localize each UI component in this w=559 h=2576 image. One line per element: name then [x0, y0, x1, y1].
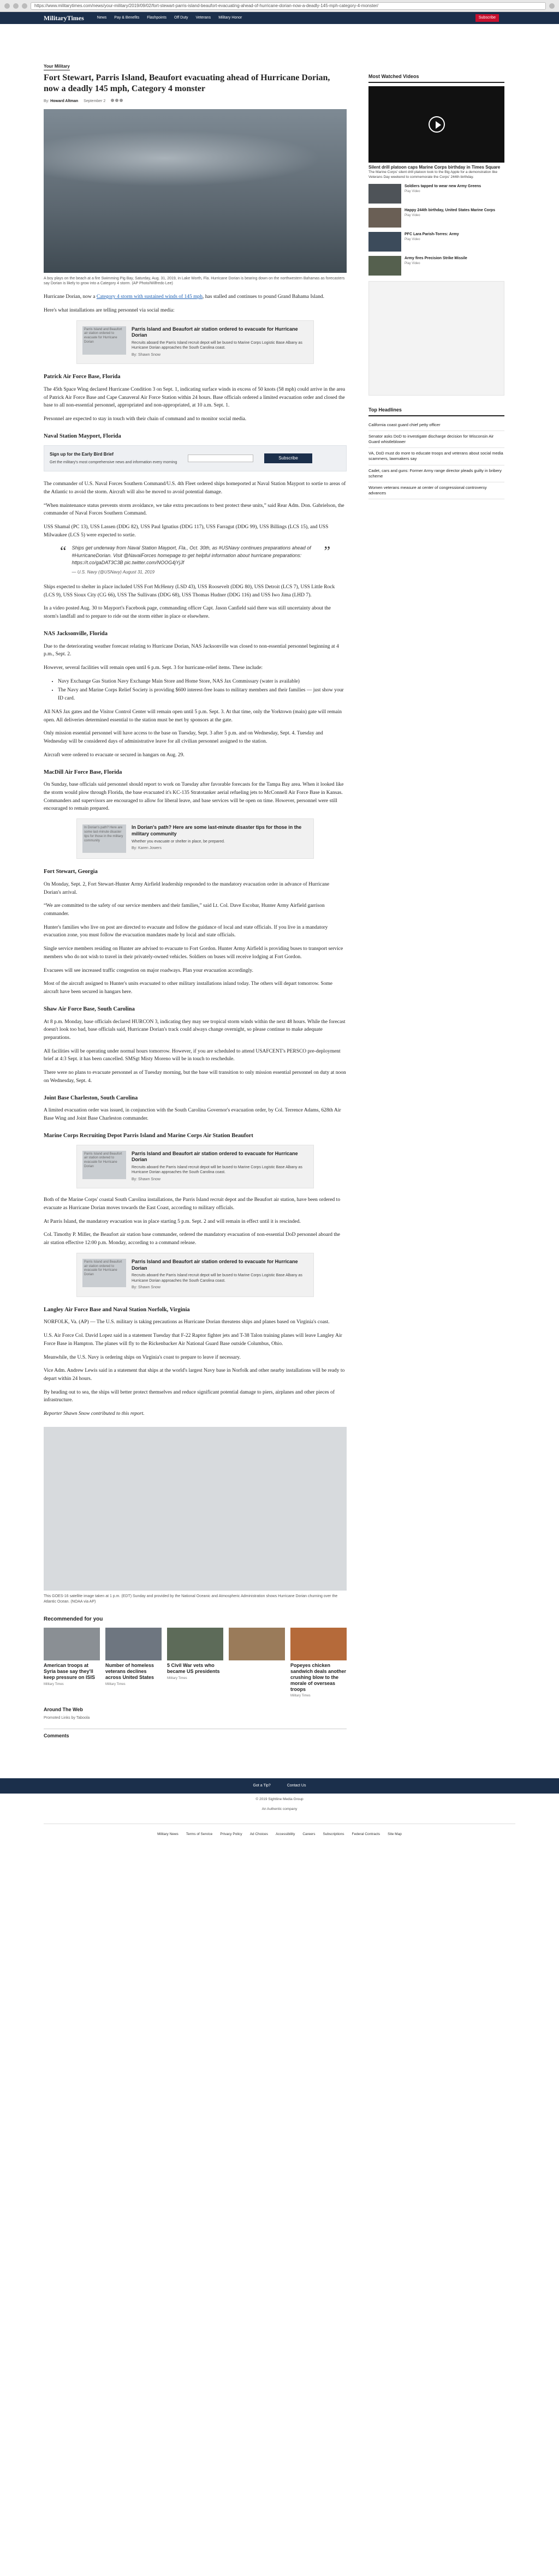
facebook-icon [111, 99, 114, 102]
quote-open-icon: “ [60, 543, 67, 560]
paragraph: Evacuees will see increased traffic congestion on major roadways. Plan your evacuation accordingly. [44, 967, 253, 973]
paragraph: Meanwhile, the U.S. Navy is ordering ships on Virginia's coast to prepare to leave if necessary. [44, 1354, 241, 1360]
related-byline: By: Shawn Snow [132, 1177, 160, 1181]
embedded-tweet [60, 545, 330, 576]
nav-military-honor[interactable]: Military Honor [218, 15, 242, 20]
nav-pay-benefits[interactable]: Pay & Benefits [114, 15, 140, 20]
paragraph: Both of the Marine Corps' coastal South Carolina installations, the Parris Island recruit depot and the Beaufort air station, have been ordered to evacuate as Hurricane Dorian moves towards the East Coast, according to military officials. [44, 1197, 341, 1211]
paragraph: At 8 p.m. Monday, base officials declared HURCON 3, indicating they may see tropical storm winds within the next 48 hours. While the forecast doesn't look too bad, base officials said, Hurricane Dorian's track could always change overnight, so please continue to make adequate preparations. [44, 1019, 346, 1041]
sidebar [368, 24, 504, 1773]
author-prefix: By: [44, 99, 50, 103]
footer-link[interactable]: Site Map [388, 1832, 402, 1837]
site-logo[interactable]: MilitaryTimes [44, 14, 84, 22]
related-story-card[interactable] [76, 320, 314, 364]
around-the-web-title: Around The Web [44, 1707, 83, 1713]
recommended-item[interactable]: Number of homeless veterans declines across United States Military Times [105, 1628, 162, 1699]
nav-veterans[interactable]: Veterans [195, 15, 211, 20]
comments-header[interactable]: Comments [44, 1729, 347, 1740]
paragraph: Single service members residing on Hunter are advised to evacuate to Fort Gordon. Hunter Army Airfield is providing buses to transport service members who do not wish to travel in their privately-owned vehicles. Soldiers on buses will receive lodging at Fort Gordon. [44, 946, 343, 960]
footer-link[interactable]: Accessibility [275, 1832, 295, 1837]
hero-caption: A boy plays on the beach at a fire Swimming Pig Bay, Saturday, Aug. 31, 2019, in Lake Worth, Fla. Hurricane Dorian is bearing down on the northwestern Bahamas as forecasters say Dorian is likely to grow into a Category 4 storm. (AP Photo/Wilfredo Lee) [44, 276, 345, 286]
recommended-item[interactable]: 5 Civil War vets who became US presidents Military Times [167, 1628, 223, 1699]
taboola-label[interactable]: Promoted Links by Taboola [44, 1716, 90, 1720]
recommended-thumbnail [167, 1628, 223, 1660]
paragraph: Reporter Shawn Snow contributed to this report. [44, 1411, 145, 1417]
paragraph: Vice Adm. Andrew Lewis said in a statement that ships at the world's largest Navy base in Norfolk and other nearby installations will be ready to depart within 24 hours. [44, 1368, 345, 1382]
related-title[interactable]: Parris Island and Beaufort air station ordered to evacuate for Hurricane Dorian [132, 326, 298, 338]
paragraph: However, several facilities will remain open until 6 p.m. Sept. 3 for hurricane-relief items. These include: [44, 665, 263, 671]
recommended-title: Recommended for you [44, 1616, 103, 1623]
quote-close-icon: ” [324, 543, 330, 560]
hero-image [44, 109, 347, 273]
advertisement[interactable] [368, 281, 504, 396]
paragraph: By heading out to sea, the ships will better protect themselves and reduce significant potential damage to piers, airplanes and other pieces of infrastructure. [44, 1389, 335, 1403]
paragraph: Personnel are expected to stay in touch with their chain of command and to monitor social media. [44, 416, 247, 422]
article-headline: Fort Stewart, Parris Island, Beaufort evacuating ahead of Hurricane Dorian, now a deadly 145 mph, Category 4 monster [44, 73, 330, 93]
menu-icon[interactable] [549, 3, 555, 9]
email-icon [120, 99, 123, 102]
recommended-item[interactable] [229, 1628, 285, 1699]
address-bar[interactable]: https://www.militarytimes.com/news/your-military/2019/09/02/fort-stewart-parris-island-beaufort-evacuating-ahead-of-hurricane-dorian-now-a-deadly-145-mph-category-4-monster/ [31, 2, 546, 10]
footer-link[interactable]: Ad Choices [249, 1832, 268, 1837]
related-byline: By: Shawn Snow [132, 1286, 160, 1290]
paragraph: NORFOLK, Va. (AP) — The U.S. military is taking precautions as Hurricane Dorian threatens ships and planes based on Virginia's coast. [44, 1319, 330, 1325]
main-video-title[interactable]: Silent drill platoon caps Marine Corps birthday in Times Square [368, 164, 501, 170]
section-title: Fort Stewart, Georgia [44, 869, 98, 875]
satellite-caption: This GOES-16 satellite image taken at 1 p.m. (EDT) Sunday and provided by the National Oceanic and Atmospheric Administration shows Hurricane Dorian churning over the Atlantic Ocean. (NOAA via AP) [44, 1594, 338, 1604]
paragraph: U.S. Air Force Col. David Lopez said in a statement Tuesday that F-22 Raptor fighter jets and T-38 Talon training planes will leave Langley Air Force Base in Hampton. The planes will fly to the Rickenbacker Air National Guard Base outside Columbus, Ohio. [44, 1333, 342, 1347]
top-headlines-title: Top Headlines [368, 407, 504, 416]
related-story-card[interactable] [76, 1145, 314, 1189]
paragraph: Only mission essential personnel will have access to the base on Tuesday, Sept. 3 after 5 p.m. and on Wednesday, Sept. 4. Tuesday and Wednesday will be considered days of administrative leave for all civilian personnel assigned to the station. [44, 731, 323, 745]
footer-link[interactable]: Terms of Service [186, 1832, 213, 1837]
section-title: Marine Corps Recruiting Depot Parris Island and Marine Corps Air Station Beaufort [44, 1132, 253, 1139]
recommended-item[interactable]: Popeyes chicken sandwich deals another crushing blow to the morale of overseas troops Military Times [290, 1628, 347, 1699]
headline-link[interactable]: Cadet, cars and guns: Former Army range director pleads guilty in bribery scheme [368, 465, 504, 482]
site-header [0, 12, 559, 24]
video-thumbnail [368, 256, 401, 276]
related-thumbnail: Parris Island and Beaufort air station ordered to evacuate for Hurricane Dorian [82, 326, 126, 355]
paragraph: On Monday, Sept. 2, Fort Stewart-Hunter Army Airfield leadership responded to the mandatory evacuation order in advance of Hurricane Dorian's arrival. [44, 881, 330, 895]
paragraph: The 45th Space Wing declared Hurricane Condition 3 on Sept. 1, indicating surface winds in excess of 50 knots (58 mph) could arrive in the area of Patrick Air Force Base and Cape Canaveral Air Force Station within 24 hours. Base officials ordered a limited evacuation order and closed the base to all non-essential personnel, appropriated and non-appropriated, at 10 a.m. Sept. 1. [44, 387, 346, 409]
paragraph: Col. Timothy P. Miller, the Beaufort air station base commander, ordered the mandatory evacuation of non-essential DoD personnel aboard the air station effective 12:00 p.m. Monday, according to a command release. [44, 1232, 340, 1246]
newsletter-subscribe-button[interactable]: Subscribe [264, 453, 312, 463]
share-icons[interactable] [111, 99, 124, 105]
related-desc: Whether you evacuate or shelter in place, be prepared. [132, 839, 225, 844]
section-title: MacDill Air Force Base, Florida [44, 769, 122, 775]
section-title: Langley Air Force Base and Naval Station Norfolk, Virginia [44, 1306, 190, 1313]
headline-link[interactable]: Senator asks DoD to investigate discharge decision for Wisconsin Air Guard whistleblower [368, 431, 504, 448]
got-a-tip-link[interactable]: Got a Tip? [253, 1783, 271, 1788]
play-icon[interactable] [429, 116, 445, 133]
reload-icon[interactable] [22, 3, 27, 9]
intro-paragraph: Hurricane Dorian, now a Category 4 storm with sustained winds of 145 mph, has stalled and continues to pound Grand Bahama Island. [44, 294, 324, 300]
tweet-text: Ships get underway from Naval Station Mayport, Fla., Oct. 30th, as #USNavy continues preparations ahead of #HurricaneDorian. Visit @NavalForces homepage to get helpful information about hurricane preparations: https://t.co/gaDAT3C3B pic.twitter.com/NOOG4jYjJf [72, 545, 311, 566]
paragraph: Ships expected to shelter in place included USS Fort McHenry (LSD 43), USS Roosevelt (DDG 80), USS Detroit (LCS 7), USS Little Rock (LCS 9), USS Sioux City (CG 66), USS The Sullivans (DDG 68), USS Thomas Hudner (DDG 116) and USS Iwo Jima (LHD 7). [44, 584, 335, 598]
subscribe-button[interactable]: Subscribe [475, 14, 499, 22]
facility-list [58, 678, 347, 703]
recommended-thumbnail [105, 1628, 162, 1660]
footer-link[interactable]: Military News [157, 1832, 179, 1837]
byline [44, 99, 347, 105]
recommended-thumbnail [229, 1628, 285, 1660]
related-thumbnail: In Dorian's path? Here are some last-minute disaster tips for those in the military community [82, 824, 126, 853]
paragraph: “When maintenance status prevents storm avoidance, we take extra precautions to best protect these units,” said Rear Adm. Don. Gabrielson, the commander of Naval Forces Southern Command. [44, 503, 344, 517]
tweet-meta[interactable]: — U.S. Navy (@USNavy) August 31, 2019 [72, 569, 154, 575]
paragraph: At Parris Island, the mandatory evacuation was in place starting 5 p.m. Sept. 2 and will remain in effect until it is rescinded. [44, 1218, 301, 1224]
paragraph: Most of the aircraft assigned to Hunter's units evacuated to other military installations inland today. The others will depart tomorrow. Some aircraft have been secured in hangars here. [44, 981, 333, 995]
page-body [0, 24, 559, 1773]
recommended-section [44, 1615, 347, 1740]
footer-link[interactable]: Federal Contracts [352, 1832, 380, 1837]
video-thumbnail [368, 184, 401, 204]
related-byline: By: Shawn Snow [132, 352, 160, 357]
paragraph: In a video posted Aug. 30 to Mayport's Facebook page, commanding officer Capt. Jason Canfield said there was still uncertainty about the storm's landfall and to prepare to ride out the storm either in place or elsewhere. [44, 606, 331, 620]
nav-off-duty[interactable]: Off Duty [174, 15, 188, 20]
related-title[interactable]: In Dorian's path? Here are some last-minute disaster tips for those in the military community [132, 824, 302, 836]
related-title[interactable]: Parris Island and Beaufort air station ordered to evacuate for Hurricane Dorian [132, 1258, 298, 1271]
section-title: Patrick Air Force Base, Florida [44, 374, 121, 380]
nav-news[interactable]: News [97, 15, 107, 20]
paragraph: There were no plans to evacuate personnel as of Tuesday morning, but the base will transition to only mission essential personnel on duty at noon on Wednesday, Sept. 4. [44, 1070, 346, 1084]
list-item: • Navy Exchange Gas Station Navy Exchange Main Store and Home Store, NAS Jax Commissary (water is available) [58, 678, 347, 686]
paragraph: The commander of U.S. Naval Forces Southern Command/U.S. 4th Fleet ordered ships homeported at Naval Station Mayport to sortie to areas of the Atlantic to avoid the storm. Aircraft will also be moved to avoid potential damage. [44, 481, 346, 495]
footer-link[interactable]: Privacy Policy [220, 1832, 242, 1837]
article [44, 24, 347, 1773]
paragraph: Hunter's families who live on post are directed to evacuate and follow the guidance of local and state officials. If you live in a mandatory evacuation zone, you must follow the evacuation mandates made by local and state officials. [44, 924, 328, 939]
footer-links [44, 1824, 515, 1854]
nav-flashpoints[interactable]: Flashpoints [147, 15, 166, 20]
related-desc: Recruits aboard the Parris Island recruit depot will be bused to Marine Corps Logistic Base Albany as Hurricane Dorian approaches the South Carolina coast. [132, 340, 302, 350]
related-thumbnail: Parris Island and Beaufort air station ordered to evacuate for Hurricane Dorian [82, 1259, 126, 1287]
video-thumbnail [368, 232, 401, 252]
paragraph: “We are committed to the safety of our service members and their families,” said Lt. Col. Dave Escobar, Hunter Army Airfield garrison commander. [44, 903, 325, 917]
recommended-thumbnail [290, 1628, 347, 1660]
video-player[interactable] [368, 86, 504, 163]
paragraph: All facilities will be operating under normal hours tomorrow. However, if you are scheduled to attend USAFCENT's PERSCO pre-deployment brief at 4:3 Sept. it has been cancelled. SMSgt Misty Moreno will be in touch to reschedule. [44, 1048, 341, 1062]
paragraph: All NAS Jax gates and the Visitor Control Center will remain open until 5 p.m. Sept. 3. At that time, only the Yorktown (main) gate will remain open. All deliveries determined essential to the station must be met by sponsors at the gate. [44, 709, 342, 723]
video-list-item[interactable]: Soldiers tapped to wear new Army Greens Play Video [368, 184, 504, 204]
related-title[interactable]: Parris Island and Beaufort air station ordered to evacuate for Hurricane Dorian [132, 1150, 298, 1163]
related-desc: Recruits aboard the Parris Island recruit depot will be bused to Marine Corps Logistic Base Albany as Hurricane Dorian approaches the South Carolina coast. [132, 1274, 302, 1283]
section-title: NAS Jacksonville, Florida [44, 630, 108, 637]
footer-link[interactable]: Careers [302, 1832, 316, 1837]
headline-link[interactable]: Women veterans measure at center of congressional controversy advances [368, 482, 504, 499]
headline-link[interactable]: California coast guard chief petty officer [368, 420, 504, 431]
video-list-item[interactable]: Army fires Precision Strike Missile Play Video [368, 256, 504, 276]
copyright: © 2019 Sightline Media Group [255, 1797, 304, 1801]
section-title: Naval Station Mayport, Florida [44, 433, 121, 439]
video-list-item[interactable]: Happy 244th birthday, United States Marine Corps Play Video [368, 208, 504, 228]
main-video-desc: The Marine Corps' silent drill platoon took to the Big Apple for a demonstration like Veterans Day weekend to commemorate the Corps' 244th birthday. [368, 170, 498, 179]
satellite-image [44, 1427, 347, 1591]
paragraph: USS Shamal (PC 13), USS Lassen (DDG 82), USS Paul Ignatius (DDG 117), USS Farragut (DDG 99), USS Billings (LCS 15), and USS Milwaukee (LCS 5) were expected to sortie. [44, 524, 329, 538]
video-thumbnail [368, 208, 401, 228]
copyright-sub: An Authentic company [261, 1807, 298, 1811]
forward-icon[interactable] [13, 3, 19, 9]
category-4-link[interactable]: Category 4 storm with sustained winds of 145 mph [96, 294, 203, 300]
related-thumbnail: Parris Island and Beaufort air station ordered to evacuate for Hurricane Dorian [82, 1151, 126, 1179]
newsletter-title: Sign up for the Early Bird Brief [50, 451, 114, 457]
back-icon[interactable] [4, 3, 10, 9]
section-title: Shaw Air Force Base, South Carolina [44, 1006, 135, 1012]
headline-link[interactable]: VA, DoD must do more to educate troops and veterans about social media scammers, lawmakers say [368, 448, 504, 465]
recommended-item[interactable]: American troops at Syria base say they'll keep pressure on ISIS Military Times [44, 1628, 100, 1699]
related-byline: By: Karen Jowers [132, 846, 162, 850]
related-story-card[interactable] [76, 818, 314, 859]
footer-band [0, 1778, 559, 1794]
paragraph: On Sunday, base officials said personnel should report to work on Tuesday after favorable forecasts for the Tampa Bay area. When it looked like the storm would plow through Florida, the base evacuated it's KC-135 Stratotanker aerial refueling jets to McConnell Air Force Base in Kansas. Commanders and supervisors are encouraged to allow for liberal leave, and base services will be open on time. However, personnel were still encouraged to remain prepared. [44, 782, 344, 812]
most-watched-title: Most Watched Videos [368, 73, 504, 83]
related-story-card[interactable] [76, 1253, 314, 1297]
newsletter-email-input[interactable] [188, 455, 253, 462]
list-item: • The Navy and Marine Corps Relief Society is providing $600 interest-free loans to military members and their families — just show your ID card. [58, 686, 347, 702]
footer-link[interactable]: Subscriptions [323, 1832, 344, 1837]
intro-paragraph-2: Here's what installations are telling personnel via social media: [44, 307, 175, 313]
section-title: Joint Base Charleston, South Carolina [44, 1095, 138, 1101]
paragraph: Aircraft were ordered to evacuate or secured in hangars on Aug. 29. [44, 752, 185, 758]
video-list-item[interactable]: PFC Lara Parish-Torres: Army Play Video [368, 232, 504, 252]
author-name[interactable]: Howard Altman [50, 99, 79, 103]
article-date: September 2 [84, 99, 106, 103]
related-desc: Recruits aboard the Parris Island recruit depot will be bused to Marine Corps Logistic Base Albany as Hurricane Dorian approaches the South Carolina coast. [132, 1165, 302, 1175]
article-kicker[interactable]: Your Military [44, 63, 70, 70]
recommended-thumbnail [44, 1628, 100, 1660]
newsletter-desc: Get the military's most comprehensive news and information every morning [50, 460, 177, 464]
paragraph: A limited evacuation order was issued, in conjunction with the South Carolina Governor's evacuation order, by Col. Terrence Adams, 628th Air Base Wing and Joint Base Charleston commander. [44, 1108, 341, 1122]
contact-us-link[interactable]: Contact Us [287, 1783, 306, 1788]
twitter-icon [115, 99, 118, 102]
newsletter-signup [44, 445, 347, 472]
browser-toolbar [0, 0, 559, 12]
paragraph: Due to the deteriorating weather forecast relating to Hurricane Dorian, NAS Jacksonville was closed to non-essential personnel beginning at 4 p.m., Sept. 2. [44, 643, 339, 658]
